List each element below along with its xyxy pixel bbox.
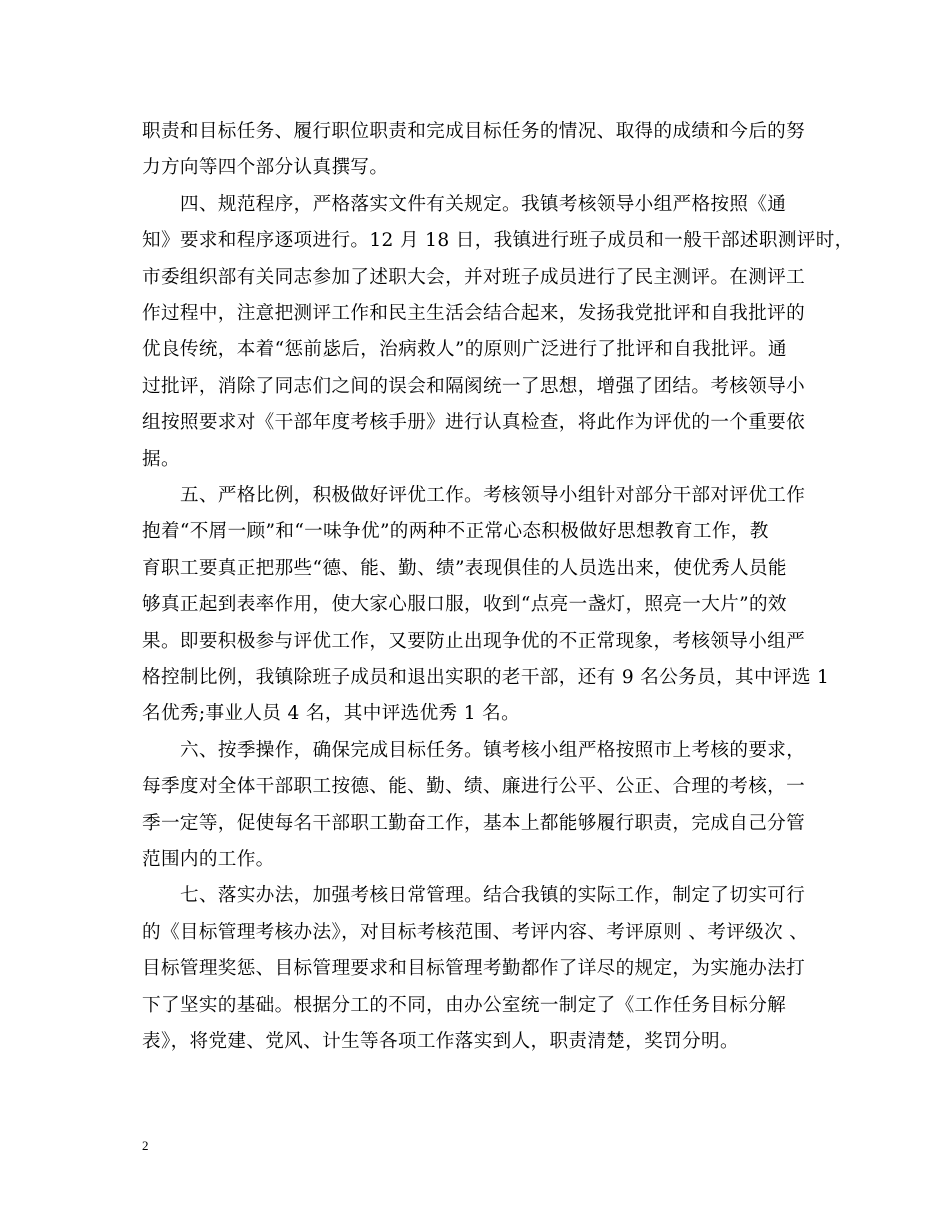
text-line: 果。即要积极参与评优工作，又要防止出现争优的不正常现象，考核领导小组严 xyxy=(142,631,806,652)
text-line: 的《目标管理考核办法》，对目标考核范围、考评内容、考评原则 、考评级次 、 xyxy=(142,922,809,943)
text-line: 目标管理奖惩、目标管理要求和目标管理考勤都作了详尽的规定，为实施办法打 xyxy=(142,958,806,979)
text-line: 下了坚实的基础。根据分工的不同，由办公室统一制定了《工作任务目标分解 xyxy=(142,995,787,1016)
text-line: 名优秀;事业人员 4 名，其中评选优秀 1 名。 xyxy=(142,703,521,724)
text-line: 组按照要求对《干部年度考核手册》进行认真检查，将此作为评优的一个重要依 xyxy=(142,412,806,433)
text-line: 市委组织部有关同志参加了述职大会，并对班子成员进行了民主测评。在测评工 xyxy=(142,267,806,288)
text-line: 四、规范程序，严格落实文件有关规定。我镇考核领导小组严格按照《通 xyxy=(180,194,787,215)
text-line: 过批评，消除了同志们之间的误会和隔阂统一了思想，增强了团结。考核领导小 xyxy=(142,376,806,397)
text-line: 范围内的工作。 xyxy=(142,849,275,870)
text-line: 够真正起到表率作用，使大家心服口服，收到“点亮一盏灯，照亮一大片”的效 xyxy=(142,594,787,615)
text-line: 职责和目标任务、履行职位职责和完成目标任务的情况、取得的成绩和今后的努 xyxy=(142,121,806,142)
text-line: 力方向等四个部分认真撰写。 xyxy=(142,157,389,178)
text-line: 作过程中，注意把测评工作和民主生活会结合起来，发扬我党批评和自我批评的 xyxy=(142,303,806,324)
text-line: 格控制比例，我镇除班子成员和退出实职的老干部，还有 9 名公务员，其中评选 1 xyxy=(142,667,830,688)
text-line: 六、按季操作，确保完成目标任务。镇考核小组严格按照市上考核的要求， xyxy=(180,740,806,761)
text-line: 知》要求和程序逐项进行。12 月 18 日，我镇进行班子成员和一般干部述职测评时， xyxy=(142,230,854,251)
text-line: 五、严格比例，积极做好评优工作。考核领导小组针对部分干部对评优工作 xyxy=(180,485,806,506)
text-line: 七、落实办法，加强考核日常管理。结合我镇的实际工作，制定了切实可行 xyxy=(180,885,806,906)
text-line: 表》，将党建、党风、计生等各项工作落实到人，职责清楚，奖罚分明。 xyxy=(142,1031,739,1052)
text-line: 育职工要真正把那些“德、能、勤、绩”表现俱佳的人员选出来，使优秀人员能 xyxy=(142,558,787,579)
text-line: 季一定等，促使每名干部职工勤奋工作，基本上都能够履行职责，完成自己分管 xyxy=(142,813,806,834)
text-line: 优良传统，本着“惩前毖后，治病救人”的原则广泛进行了批评和自我批评。通 xyxy=(142,339,787,360)
text-line: 据。 xyxy=(142,449,180,470)
text-line: 每季度对全体干部职工按德、能、勤、绩、廉进行公平、公正、合理的考核，一 xyxy=(142,776,806,797)
page-number: 2 xyxy=(142,1138,149,1153)
text-line: 抱着“不屑一顾”和“一味争优”的两种不正常心态积极做好思想教育工作，教 xyxy=(142,521,769,542)
